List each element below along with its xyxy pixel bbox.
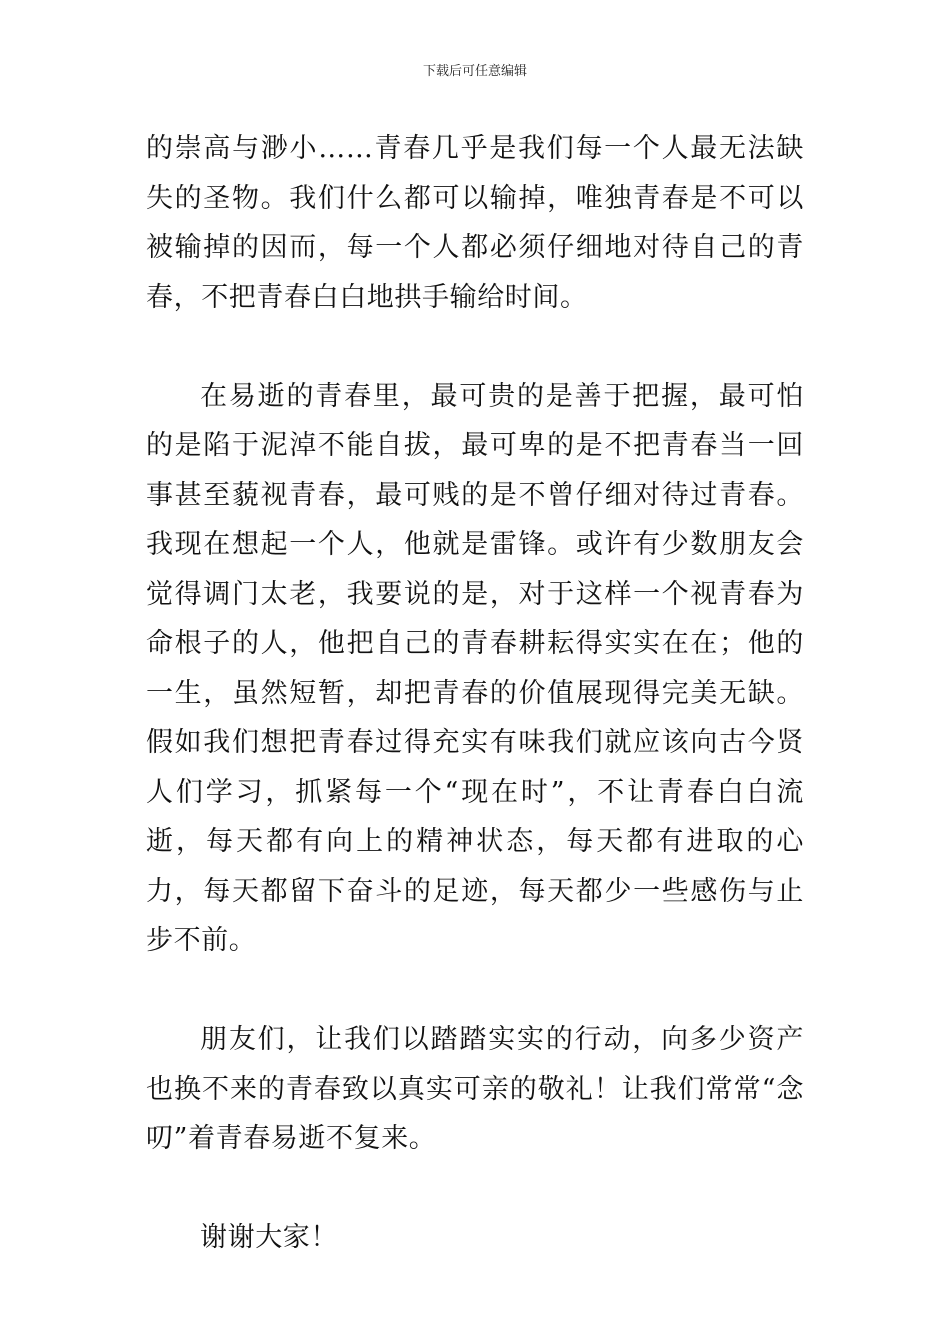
paragraph-gap — [146, 1164, 804, 1214]
page-header: 下载后可任意编辑 — [422, 64, 527, 79]
paragraph-youth-value: 在易逝的青春里，最可贵的是善于把握，最可怕的是陷于泥淖不能自拔，最可卑的是不把青春当一回事甚至藐视青春，最可贱的是不曾仔细对待过青春。我现在想起一个人，他就是雷锋。或许有少数朋友会觉得调门太老，我要说的是，对于这样一个视青春为命根子的人，他把自己的青春耕耘得实实在在；他的一生，虽然短暂，却把青春的价值展现得完美无缺。假如我们想把青春过得充实有味我们就应该向古今贤人们学习，抓紧每一个“现在时”，不让青春白白流逝，每天都有向上的精神状态，每天都有进取的心力，每天都留下奋斗的足迹，每天都少一些感伤与止步不前。 — [146, 380, 804, 956]
paragraph-salute: 朋友们，让我们以踏踏实实的行动，向多少资产也换不来的青春致以真实可亲的敬礼！让我们常常“念叨”着青春易逝不复来。 — [146, 1024, 804, 1154]
paragraph-continuation: 的崇高与渺小……青春几乎是我们每一个人最无法缺失的圣物。我们什么都可以输掉，唯独青春是不可以被输掉的因而，每一个人都必须仔细地对待自己的青春，不把青春白白地拱手输给时间。 — [146, 133, 804, 313]
paragraph-thanks: 谢谢大家！ — [200, 1222, 338, 1253]
paragraph-gap — [146, 966, 804, 1016]
paragraph-gap — [146, 322, 804, 372]
document-body — [146, 124, 804, 1263]
